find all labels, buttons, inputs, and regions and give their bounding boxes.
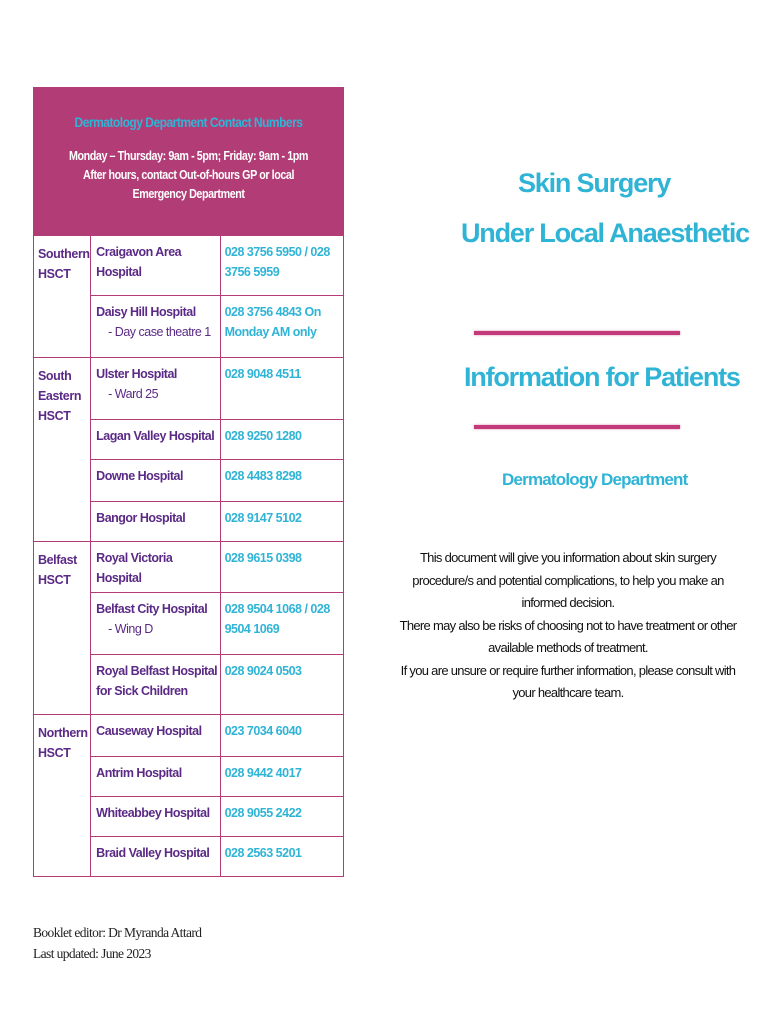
hospital-ward: - Day case theatre 1 <box>108 325 211 339</box>
hospital-cell <box>91 797 220 837</box>
hospital-name: Downe Hospital <box>96 469 183 483</box>
hospital-cell <box>91 296 220 358</box>
table-row <box>34 542 344 593</box>
hospital-cell <box>91 420 220 460</box>
after-hours-note: After hours, contact Out-of-hours GP or local Emergency Department <box>83 168 294 201</box>
trust-name: South Eastern HSCT <box>34 358 91 542</box>
hospital-cell <box>91 593 220 655</box>
phone-number: 028 9055 2422 <box>220 797 343 837</box>
hospital-cell <box>91 655 220 715</box>
last-updated: Last updated: June 2023 <box>33 946 151 961</box>
hospital-cell <box>91 715 220 757</box>
phone-number: 028 9504 1068 / 028 9504 1069 <box>220 593 343 655</box>
intro-paragraph-1: This document will give you information about skin surgery procedure/s and potential complications, to help you make an informed decision. <box>412 550 724 610</box>
hospital-cell <box>91 502 220 542</box>
hospital-cell <box>91 542 220 593</box>
phone-number: 028 9048 4511 <box>220 358 343 420</box>
divider-bottom <box>474 425 680 429</box>
table-row <box>34 358 344 420</box>
phone-number: 028 9250 1280 <box>220 420 343 460</box>
table-row <box>34 236 344 296</box>
phone-number: 028 9024 0503 <box>220 655 343 715</box>
divider-top <box>474 331 680 335</box>
contact-numbers-table <box>33 87 344 877</box>
info-for-patients-heading: Information for Patients <box>464 362 740 392</box>
hospital-name: Royal Belfast Hospital for Sick Children <box>96 664 218 698</box>
hospital-name: Causeway Hospital <box>96 724 202 738</box>
trust-name: Southern HSCT <box>34 236 91 358</box>
hospital-name: Ulster Hospital <box>96 367 177 381</box>
hospital-name: Craigavon Area Hospital <box>96 245 182 279</box>
hospital-cell <box>91 837 220 877</box>
phone-number: 028 2563 5201 <box>220 837 343 877</box>
intro-paragraph-3: If you are unsure or require further information, please consult with your healthcare team. <box>400 662 736 700</box>
hospital-name: Whiteabbey Hospital <box>96 806 210 820</box>
phone-number: 028 9442 4017 <box>220 757 343 797</box>
table-header <box>34 88 344 236</box>
trust-name: Belfast HSCT <box>34 542 91 715</box>
hospital-cell <box>91 757 220 797</box>
intro-paragraph-2: There may also be risks of choosing not to have treatment or other available methods of treatment. <box>399 617 737 655</box>
hospital-name: Lagan Valley Hospital <box>96 429 215 443</box>
opening-hours: Monday – Thursday: 9am - 5pm; Friday: 9am - 1pm <box>68 149 309 163</box>
hospital-name: Braid Valley Hospital <box>96 846 210 860</box>
phone-number: 028 3756 5950 / 028 3756 5959 <box>220 236 343 296</box>
hospital-name: Royal Victoria Hospital <box>96 551 173 585</box>
hospital-cell <box>91 460 220 502</box>
hospital-name: Antrim Hospital <box>96 766 182 780</box>
title-local-anaesthetic: Under Local Anaesthetic <box>461 218 749 248</box>
phone-number: 028 9147 5102 <box>220 502 343 542</box>
booklet-editor: Booklet editor: Dr Myranda Attard <box>33 925 202 940</box>
trust-name: Northern HSCT <box>34 715 91 877</box>
title-skin-surgery: Skin Surgery <box>518 168 671 198</box>
hospital-cell <box>91 236 220 296</box>
hospital-cell <box>91 358 220 420</box>
intro-text <box>396 547 740 705</box>
department-name: Dermatology Department <box>502 470 688 489</box>
table-title: Dermatology Department Contact Numbers <box>74 114 303 130</box>
table-row <box>34 715 344 757</box>
hospital-name: Daisy Hill Hospital <box>96 305 196 319</box>
phone-number: 028 3756 4843 On Monday AM only <box>220 296 343 358</box>
hospital-name: Belfast City Hospital <box>96 602 208 616</box>
phone-number: 023 7034 6040 <box>220 715 343 757</box>
hospital-name: Bangor Hospital <box>96 511 186 525</box>
phone-number: 028 4483 8298 <box>220 460 343 502</box>
hospital-ward: - Ward 25 <box>108 387 159 401</box>
phone-number: 028 9615 0398 <box>220 542 343 593</box>
hospital-ward: - Wing D <box>108 622 153 636</box>
footer <box>33 922 201 964</box>
